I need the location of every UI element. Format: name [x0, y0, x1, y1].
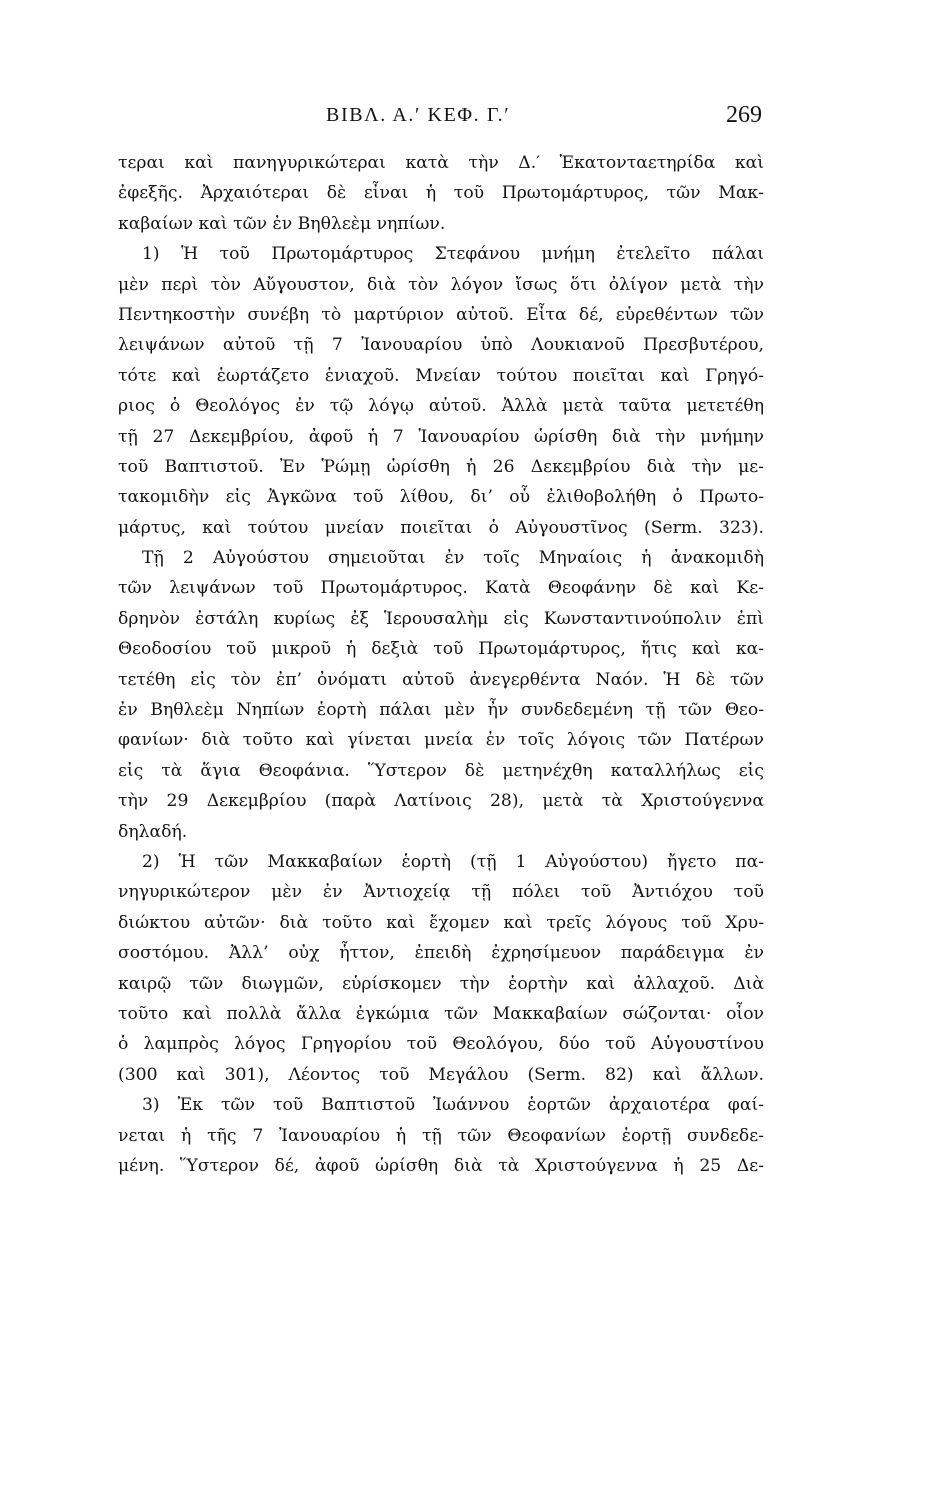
text-line: τακομιδὴν εἰς Ἀγκῶνα τοῦ λίθου, δι’ οὗ ἐλιθοβολήθη ὁ Πρωτο-: [118, 487, 764, 508]
text-line: ἐφεξῆς. Ἀρχαιότεραι δὲ εἶναι ἡ τοῦ Πρωτομάρτυρος, τῶν Μακ-: [118, 183, 764, 204]
text-line: ὁ λαμπρὸς λόγος Γρηγορίου τοῦ Θεολόγου, δύο τοῦ Αὐγουστίνου: [118, 1034, 764, 1055]
text-line: φανίων· διὰ τοῦτο καὶ γίνεται μνεία ἐν τοῖς λόγοις τῶν Πατέρων: [118, 730, 764, 751]
text-line: μένη. Ὕστερον δέ, ἀφοῦ ὡρίσθη διὰ τὰ Χριστούγεννα ἡ 25 Δε-: [118, 1155, 764, 1176]
text-line: δηλαδή.: [118, 821, 188, 842]
text-line: καιρῷ τῶν διωγμῶν, εὑρίσκομεν τὴν ἑορτὴν καὶ ἀλλαχοῦ. Διὰ: [118, 973, 764, 994]
text-line: τοῦ Βαπτιστοῦ. Ἐν Ῥώμῃ ὡρίσθη ἡ 26 Δεκεμβρίου διὰ τὴν με-: [118, 456, 764, 477]
text-line: 3) Ἐκ τῶν τοῦ Βαπτιστοῦ Ἰωάννου ἑορτῶν ἀρχαιοτέρα φαί-: [142, 1095, 764, 1116]
text-line: τότε καὶ ἑωρτάζετο ἑνιαχοῦ. Μνείαν τούτου ποιεῖται καὶ Γρηγό-: [118, 365, 764, 386]
text-line: τῇ 27 Δεκεμβρίου, ἀφοῦ ἡ 7 Ἰανουαρίου ὡρίσθη διὰ τὴν μνήμην: [118, 426, 764, 447]
page-number: 269: [726, 102, 762, 128]
text-line: ἐν Βηθλεὲμ Νηπίων ἑορτὴ πάλαι μὲν ἦν συνδεδεμένη τῇ τῶν Θεο-: [118, 700, 764, 721]
text-line: λειψάνων αὐτοῦ τῇ 7 Ἰανουαρίου ὑπὸ Λουκιανοῦ Πρεσβυτέρου,: [118, 335, 764, 356]
text-line: Τῇ 2 Αὐγούστου σημειοῦται ἐν τοῖς Μηναίοις ἡ ἀνακομιδὴ: [142, 548, 764, 569]
text-line: Θεοδοσίου τοῦ μικροῦ ἡ δεξιὰ τοῦ Πρωτομάρτυρος, ἥτις καὶ κα-: [118, 639, 764, 660]
text-line: νηγυρικώτερον μὲν ἐν Ἀντιοχείᾳ τῇ πόλει τοῦ Ἀντιόχου τοῦ: [118, 882, 764, 903]
text-line: δρηνὸν ἐστάλη κυρίως ἐξ Ἱερουσαλὴμ εἰς Κωνσταντινούπολιν ἐπὶ: [118, 608, 764, 629]
text-line: καβαίων καὶ τῶν ἐν Βηθλεὲμ νηπίων.: [118, 213, 446, 234]
text-line: μὲν περὶ τὸν Αὔγουστον, διὰ τὸν λόγον ἴσως ὅτι ὀλίγον μετὰ τὴν: [118, 274, 764, 295]
text-line: νεται ἡ τῆς 7 Ἰανουαρίου ἡ τῇ τῶν Θεοφανίων ἑορτῇ συνδεδε-: [118, 1125, 764, 1146]
text-line: τεραι καὶ πανηγυρικώτεραι κατὰ τὴν Δ.′ Ἑκατονταετηρίδα καὶ: [118, 153, 764, 173]
text-line: τὴν 29 Δεκεμβρίου (παρὰ Λατίνοις 28), μετὰ τὰ Χριστούγεννα: [118, 791, 764, 812]
text-line: 2) Ἡ τῶν Μακκαβαίων ἑορτὴ (τῇ 1 Αὐγούστου) ἤγετο πα-: [142, 851, 764, 872]
text-line: μάρτυς, καὶ τούτου μνείαν ποιεῖται ὁ Αὐγουστῖνος (Serm. 323).: [118, 517, 764, 538]
text-line: εἰς τὰ ἅγια Θεοφάνια. Ὕστερον δὲ μετηνέχθη καταλλήλως εἰς: [118, 760, 764, 781]
text-line: τετέθη εἰς τὸν ἐπ’ ὀνόματι αὐτοῦ ἀνεγερθέντα Ναόν. Ἡ δὲ τῶν: [118, 669, 764, 690]
text-line: τοῦτο καὶ πολλὰ ἄλλα ἐγκώμια τῶν Μακκαβαίων σώζονται· οἷον: [118, 1003, 764, 1024]
running-head: [112, 96, 762, 136]
text-line: ριος ὁ Θεολόγος ἐν τῷ λόγῳ αὐτοῦ. Ἀλλὰ μετὰ ταῦτα μετετέθη: [118, 396, 764, 417]
running-head-title: ΒΙΒΛ. Α.′ ΚΕΦ. Γ.′: [326, 104, 511, 126]
text-line: σοστόμου. Ἀλλ’ οὐχ ἧττον, ἐπειδὴ ἐχρησίμευον παράδειγμα ἐν: [118, 943, 764, 964]
body-text: [118, 148, 764, 1298]
text-line: 1) Ἡ τοῦ Πρωτομάρτυρος Στεφάνου μνήμη ἐτελεῖτο πάλαι: [142, 244, 764, 265]
text-line: διώκτου αὐτῶν· διὰ τοῦτο καὶ ἔχομεν καὶ τρεῖς λόγους τοῦ Χρυ-: [118, 912, 764, 933]
text-line: Πεντηκοστὴν συνέβη τὸ μαρτύριον αὐτοῦ. Εἶτα δέ, εὑρεθέντων τῶν: [118, 304, 764, 325]
text-line: τῶν λειψάνων τοῦ Πρωτομάρτυρος. Κατὰ Θεοφάνην δὲ καὶ Κε-: [118, 578, 764, 599]
text-line: (300 καὶ 301), Λέοντος τοῦ Μεγάλου (Serm. 82) καὶ ἄλλων.: [118, 1064, 764, 1085]
